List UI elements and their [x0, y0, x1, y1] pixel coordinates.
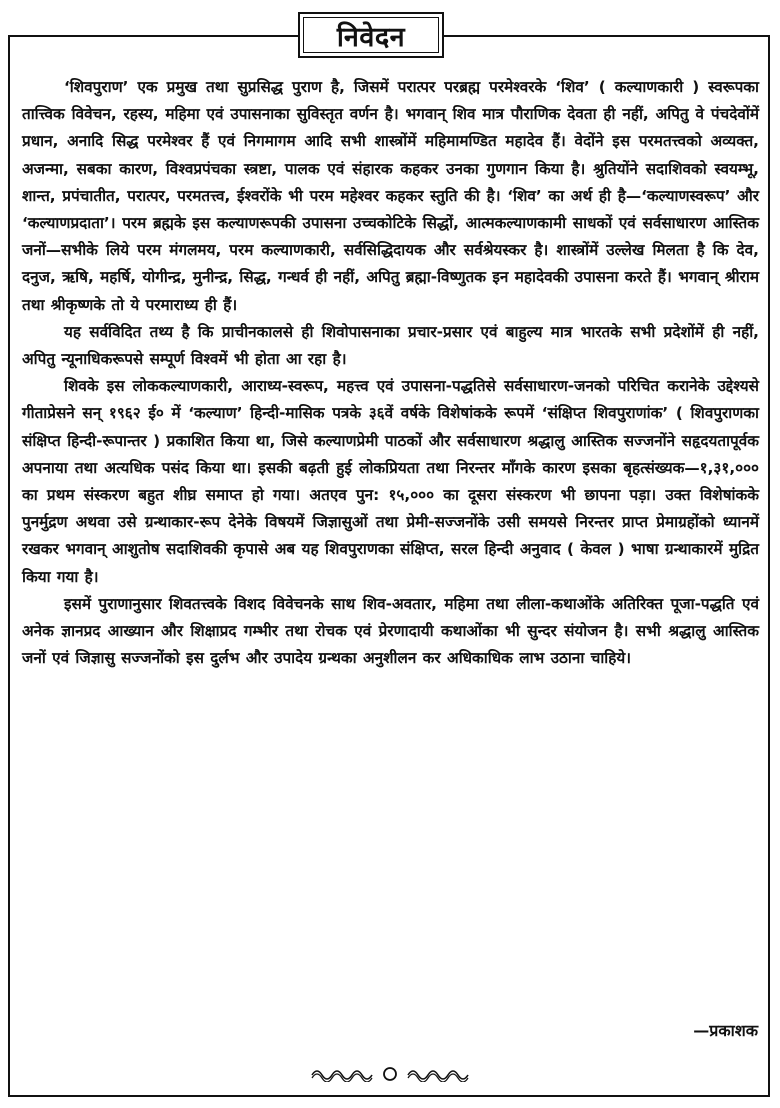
ornament: [0, 1064, 780, 1082]
paragraph-3: शिवके इस लोककल्याणकारी, आराध्य-स्वरूप, महत्त्व एवं उपासना-पद्धतिसे सर्वसाधारण-जनको परिचित करानेके उद्देश्यसे गीताप्रेसने सन् १९६२ ई० में ‘कल्याण’ हिन्दी-मासिक पत्रके ३६वें वर्षके विशेषांकके रूपमें ‘संक्षिप्त शिवपुराणांक’ ( शिवपुराणका संक्षिप्त हिन्दी-रूपान्तर ) प्रकाशित किया था, जिसे कल्याणप्रेमी पाठकों और सर्वसाधारण श्रद्धालु आस्तिक सज्जनोंने सहृदयतापूर्वक अपनाया तथा अत्यधिक पसंद किया था। इसकी बढ़ती हुई लोकप्रियता तथा निरन्तर माँगके कारण इसका बृहत्संख्यक—१,३१,००० का प्रथम संस्करण बहुत शीघ्र समाप्त हो गया। अतएव पुन: १५,००० का दूसरा संस्करण भी छापना पड़ा। उक्त विशेषांकके पुनर्मुद्रण अथवा उसे ग्रन्थाकार-रूप देनेके विषयमें जिज्ञासुओं तथा प्रेमी-सज्जनोंके उसी समयसे निरन्तर प्राप्त प्रेमाग्रहोंको ध्यानमें रखकर भगवान् आशुतोष सदाशिवकी कृपासे अब यह शिवपुराणका संक्षिप्त, सरल हिन्दी अनुवाद ( केवल ) भाषा ग्रन्थाकारमें मुद्रित किया गया है।: [22, 377, 759, 586]
signature: —प्रकाशक: [693, 1021, 758, 1040]
body-text: [22, 74, 759, 672]
paragraph-4: इसमें पुराणानुसार शिवतत्त्वके विशद विवेचनके साथ शिव-अवतार, महिमा तथा लीला-कथाओंके अतिरिक्त पूजा-पद्धति एवं अनेक ज्ञानप्रद आख्यान और शिक्षाप्रद गम्भीर तथा रोचक एवं प्रेरणादायी कथाओंका भी सुन्दर संयोजन है। सभी श्रद्धालु आस्तिक जनों एवं जिज्ञासु सज्जनोंको इस दुर्लभ और उपादेय ग्रन्थका अनुशीलन कर अधिकाधिक लाभ उठाना चाहिये।: [22, 594, 759, 668]
page-title: निवेदन: [336, 21, 406, 53]
wave-circle-ornament-icon: [310, 1064, 470, 1082]
paragraph-1: ‘शिवपुराण’ एक प्रमुख तथा सुप्रसिद्ध पुराण है, जिसमें परात्पर परब्रह्म परमेश्वरके ‘शिव’ ( कल्याणकारी ) स्वरूपका तात्त्विक विवेचन, रहस्य, महिमा एवं उपासनाका सुविस्तृत वर्णन है। भगवान् शिव मात्र पौराणिक देवता ही नहीं, अपितु वे पंचदेवोंमें प्रधान, अनादि सिद्ध परमेश्वर हैं एवं निगमागम आदि सभी शास्त्रोंमें महिमामण्डित महादेव हैं। वेदोंने इस परमतत्त्वको अव्यक्त, अजन्मा, सबका कारण, विश्वप्रपंचका स्त्रष्टा, पालक एवं संहारक कहकर उनका गुणगान किया है। श्रुतियोंने सदाशिवको स्वयम्भू, शान्त, प्रपंचातीत, परात्पर, परमतत्त्व, ईश्वरोंके भी परम महेश्वर कहकर स्तुति की है। ‘शिव’ का अर्थ ही है—‘कल्याणस्वरूप’ और ‘कल्याणप्रदाता’। परम ब्रह्मके इस कल्याणरूपकी उपासना उच्चकोटिके सिद्धों, आत्मकल्याणकामी साधकों एवं सर्वसाधारण आस्तिक जनों—सभीके लिये परम मंगलमय, परम कल्याणकारी, सर्वसिद्धिदायक और सर्वश्रेयस्कर है। शास्त्रोंमें उल्लेख मिलता है कि देव, दनुज, ऋषि, महर्षि, योगीन्द्र, मुनीन्द्र, सिद्ध, गन्धर्व ही नहीं, अपितु ब्रह्मा-विष्णुतक इन महादेवकी उपासना करते हैं। भगवान् श्रीराम तथा श्रीकृष्णके तो ये परमाराध्य ही हैं।: [22, 78, 759, 314]
title-box: [298, 12, 444, 58]
paragraph-2: यह सर्वविदित तथ्य है कि प्राचीनकालसे ही शिवोपासनाका प्रचार-प्रसार एवं बाहुल्य मात्र भारतके सभी प्रदेशोंमें ही नहीं, अपितु न्यूनाधिकरूपसे सम्पूर्ण विश्वमें भी होता आ रहा है।: [22, 322, 759, 369]
